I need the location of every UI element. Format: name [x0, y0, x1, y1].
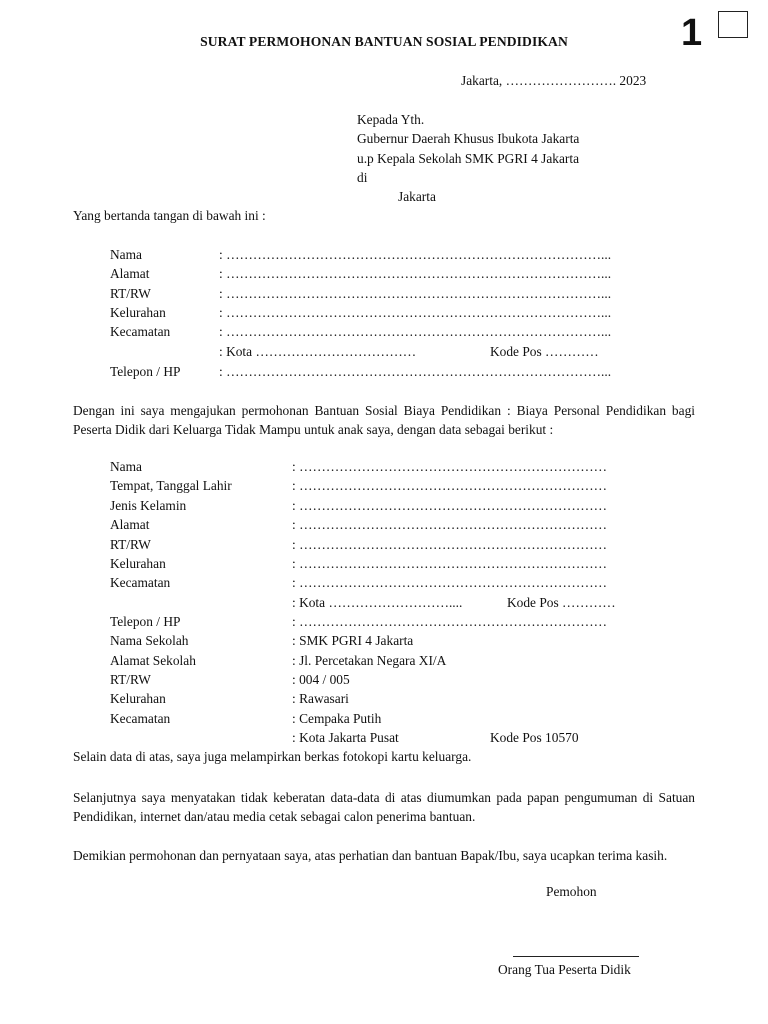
school-label-kecamatan: Kecamatan — [110, 711, 171, 726]
school-value-nama: : SMK PGRI 4 Jakarta — [292, 633, 414, 648]
intro-text: Yang bertanda tangan di bawah ini : — [73, 208, 266, 223]
school-value-rtrw: : 004 / 005 — [292, 672, 350, 687]
school-value-kelurahan: : Rawasari — [292, 691, 349, 706]
student-field-jenis-kelamin: : …………………………………………………………… — [292, 498, 608, 513]
parent-field-telepon: : …………………………………………………………………………... — [219, 364, 612, 379]
closing-paragraph: Demikian permohonan dan pernyataan saya, atas perhatian dan bantuan Bapak/Ibu, saya ucapkan terima kasih. — [73, 848, 668, 863]
student-field-rtrw: : …………………………………………………………… — [292, 537, 608, 552]
school-label-alamat: Alamat Sekolah — [110, 653, 196, 668]
student-field-nama: : …………………………………………………………… — [292, 459, 608, 474]
parent-field-rtrw: : …………………………………………………………………………... — [219, 286, 612, 301]
parent-label-telepon: Telepon / HP — [110, 364, 181, 379]
student-label-rtrw: RT/RW — [110, 537, 151, 552]
parent-field-kodepos: Kode Pos ………… — [490, 344, 599, 359]
student-field-telepon: : …………………………………………………………… — [292, 614, 608, 629]
page-number: 1 — [681, 12, 703, 54]
parent-field-kecamatan: : …………………………………………………………………………... — [219, 324, 612, 339]
school-value-kota: : Kota Jakarta Pusat — [292, 730, 399, 745]
student-field-alamat: : …………………………………………………………… — [292, 517, 608, 532]
student-label-alamat: Alamat — [110, 517, 150, 532]
attachment-note: Selain data di atas, saya juga melampirkan berkas fotokopi kartu keluarga. — [73, 749, 472, 764]
parent-label-kecamatan: Kecamatan — [110, 324, 171, 339]
school-label-rtrw: RT/RW — [110, 672, 151, 687]
student-field-kecamatan: : …………………………………………………………… — [292, 575, 608, 590]
school-label-nama: Nama Sekolah — [110, 633, 189, 648]
school-value-alamat: : Jl. Percetakan Negara XI/A — [292, 653, 447, 668]
request-paragraph: Dengan ini saya mengajukan permohonan Bantuan Sosial Biaya Pendidikan : Biaya Personal Pendidikan bagi Peserta Didik dari Keluarga Tidak Mampu untuk anak saya, dengan data sebagai berikut : — [73, 403, 695, 437]
school-value-kecamatan: : Cempaka Putih — [292, 711, 382, 726]
parent-field-alamat: : …………………………………………………………………………... — [219, 266, 612, 281]
student-field-ttl: : …………………………………………………………… — [292, 478, 608, 493]
student-label-jenis-kelamin: Jenis Kelamin — [110, 498, 187, 513]
student-label-kelurahan: Kelurahan — [110, 556, 166, 571]
recipient-city: Jakarta — [398, 189, 436, 204]
parent-field-kelurahan: : …………………………………………………………………………... — [219, 305, 612, 320]
recipient-line: Kepada Yth. — [357, 112, 425, 127]
statement-paragraph: Selanjutnya saya menyatakan tidak keberatan data-data di atas diumumkan pada papan pengumuman di Satuan Pendidikan, internet dan/atau media cetak sebagai calon penerima bantuan. — [73, 790, 695, 824]
signer-title: Orang Tua Peserta Didik — [498, 962, 631, 977]
place-date: Jakarta, ……………………. 2023 — [461, 73, 647, 88]
parent-label-rtrw: RT/RW — [110, 286, 151, 301]
student-label-kecamatan: Kecamatan — [110, 575, 171, 590]
student-label-nama: Nama — [110, 459, 142, 474]
student-field-kodepos: Kode Pos ………… — [507, 595, 616, 610]
recipient-line: di — [357, 170, 368, 185]
student-field-kota: : Kota ……………………….... — [292, 595, 463, 610]
parent-label-nama: Nama — [110, 247, 142, 262]
recipient-line: Gubernur Daerah Khusus Ibukota Jakarta — [357, 131, 580, 146]
student-field-kelurahan: : …………………………………………………………… — [292, 556, 608, 571]
student-label-ttl: Tempat, Tanggal Lahir — [110, 478, 232, 493]
applicant-label: Pemohon — [546, 884, 597, 899]
parent-field-kota: : Kota ……………………………… — [219, 344, 417, 359]
parent-label-kelurahan: Kelurahan — [110, 305, 166, 320]
parent-label-alamat: Alamat — [110, 266, 150, 281]
school-label-kelurahan: Kelurahan — [110, 691, 166, 706]
signature-line — [513, 956, 639, 957]
parent-field-nama: : …………………………………………………………………………... — [219, 247, 612, 262]
student-label-telepon: Telepon / HP — [110, 614, 181, 629]
recipient-line: u.p Kepala Sekolah SMK PGRI 4 Jakarta — [357, 151, 580, 166]
letter-title: SURAT PERMOHONAN BANTUAN SOSIAL PENDIDIKAN — [200, 34, 568, 49]
school-value-kodepos: Kode Pos 10570 — [490, 730, 579, 745]
